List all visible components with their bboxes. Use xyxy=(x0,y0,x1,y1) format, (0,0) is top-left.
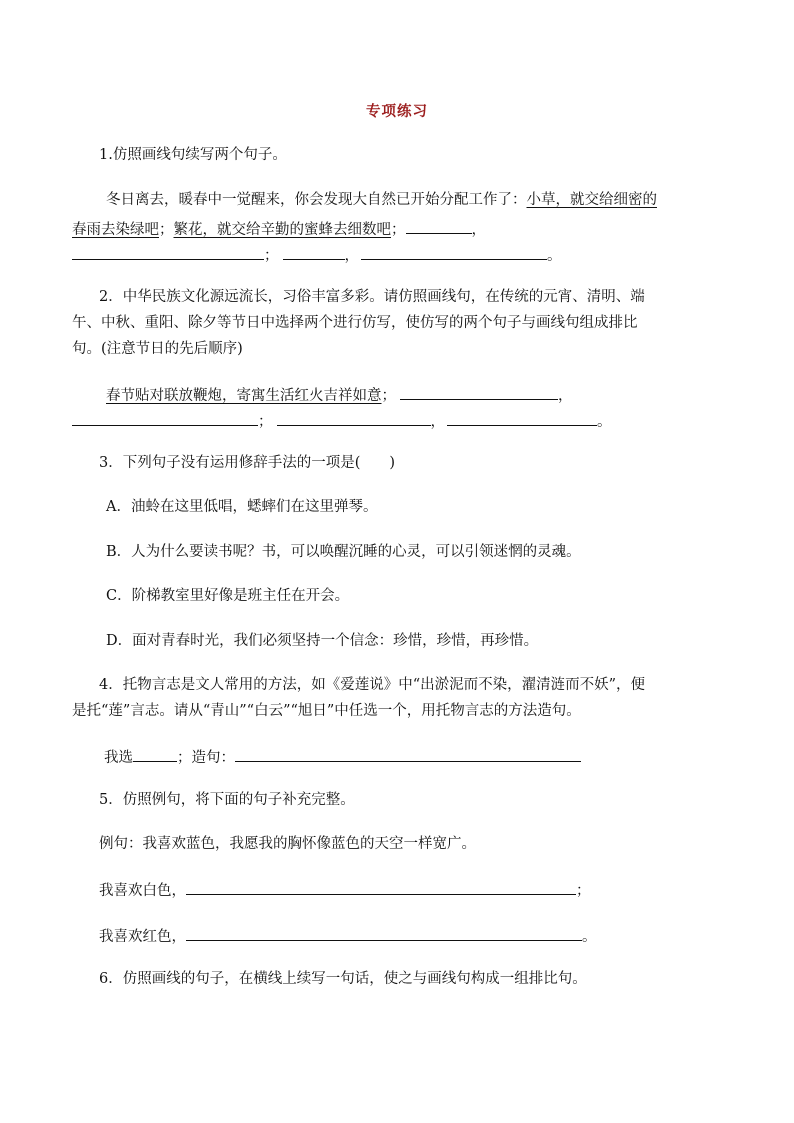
q4-prompt-line2: 是托“莲”言志。请从“青山”“白云”“旭日”中任选一个，用托物言志的方法造句。 xyxy=(72,703,581,719)
q2-underlined-example: 春节贴对联放鞭炮，寄寓生活红火吉祥如意 xyxy=(106,388,382,404)
q2-period: 。 xyxy=(597,414,612,430)
q6-prompt: 6．仿照画线的句子，在横线上续写一句话，使之与画线句构成一组排比句。 xyxy=(99,971,587,987)
q2-comma-2: ， xyxy=(430,414,445,430)
q5-prompt: 5．仿照例句，将下面的句子补充完整。 xyxy=(99,792,355,808)
q1-underlined-sentence-b: 繁花，就交给辛勤的蜜蜂去细数吧 xyxy=(173,222,391,238)
q2-answer-blank-3[interactable] xyxy=(277,410,431,426)
q4-prompt-line1: 4．托物言志是文人常用的方法，如《爱莲说》中“出淤泥而不染，濯清涟而不妖”，便 xyxy=(99,677,646,693)
q2-answer-blank-2[interactable] xyxy=(72,410,258,426)
q2-answer-line xyxy=(72,410,612,432)
q2-prompt-line2: 午、中秋、重阳、除夕等节日中选择两个进行仿写，使仿写的两个句子与画线句组成排比 xyxy=(72,315,638,331)
q1-line2 xyxy=(72,218,486,240)
q2-comma: ， xyxy=(558,388,573,404)
q1-semicolon-2: ； xyxy=(264,248,279,264)
q3-option-c: C．阶梯教室里好像是班主任在开会。 xyxy=(106,588,350,604)
q1-answer-blank-3[interactable] xyxy=(283,244,345,260)
q2-prompt-line3: 句。(注意节日的先后顺序) xyxy=(72,341,243,357)
q5-red-label: 我喜欢红色， xyxy=(99,929,186,945)
q4-sentence-label: ；造句： xyxy=(177,750,235,766)
q1-answer-blank-2[interactable] xyxy=(72,244,264,260)
q1-line1 xyxy=(106,190,657,210)
q4-sentence-blank[interactable] xyxy=(235,746,581,762)
q3-option-b: B．人为什么要读书呢？书，可以唤醒沉睡的心灵，可以引领迷惘的灵魂。 xyxy=(106,544,581,560)
q4-choice-blank[interactable] xyxy=(133,746,177,762)
q2-semicolon-2: ； xyxy=(258,414,273,430)
q1-semicolon: ； xyxy=(391,222,406,238)
q1-underlined-sentence-a: 春雨去染绿吧 xyxy=(72,222,159,238)
q3-option-d: D．面对青春时光，我们必须坚持一个信念：珍惜，珍惜，再珍惜。 xyxy=(106,633,539,649)
q2-semicolon: ； xyxy=(381,388,396,404)
q5-red-blank[interactable] xyxy=(186,925,582,941)
q1-comma: ， xyxy=(471,222,486,238)
q1-separator: ； xyxy=(159,222,174,238)
q5-white-label: 我喜欢白色， xyxy=(99,883,186,899)
q2-prompt-line1: 2．中华民族文化源远流长，习俗丰富多彩。请仿照画线句，在传统的元宵、清明、端 xyxy=(99,289,645,305)
q1-period: 。 xyxy=(547,248,562,264)
q1-underlined-sentence-start: 小草，就交给细密的 xyxy=(526,192,657,208)
q5-semicolon: ； xyxy=(576,883,591,899)
q5-period: 。 xyxy=(582,929,597,945)
q5-white-blank[interactable] xyxy=(186,879,576,895)
q1-line1-text: 冬日离去，暖春中一觉醒来，你会发现大自然已开始分配工作了： xyxy=(106,192,527,208)
q3-option-a: A．油蛉在这里低唱，蟋蟀们在这里弹琴。 xyxy=(106,499,378,515)
q5-example: 例句：我喜欢蓝色，我愿我的胸怀像蓝色的天空一样宽广。 xyxy=(99,836,476,852)
q1-answer-blank-4[interactable] xyxy=(361,244,547,260)
q1-prompt: 1.仿照画线句续写两个句子。 xyxy=(99,147,287,163)
q1-line3 xyxy=(72,244,562,266)
q1-comma-2: ， xyxy=(344,248,359,264)
q3-prompt: 3．下列句子没有运用修辞手法的一项是( ) xyxy=(99,455,396,471)
q1-answer-blank-1[interactable] xyxy=(406,218,472,234)
page-title: 专项练习 xyxy=(366,104,428,120)
q2-answer-blank-4[interactable] xyxy=(447,410,597,426)
q5-red-line xyxy=(99,925,597,947)
q5-white-line xyxy=(99,879,591,901)
q2-answer-blank-1[interactable] xyxy=(400,384,558,400)
q4-choose-label: 我选 xyxy=(104,750,133,766)
q4-answer-line xyxy=(104,746,581,768)
q2-example-line xyxy=(106,384,573,406)
